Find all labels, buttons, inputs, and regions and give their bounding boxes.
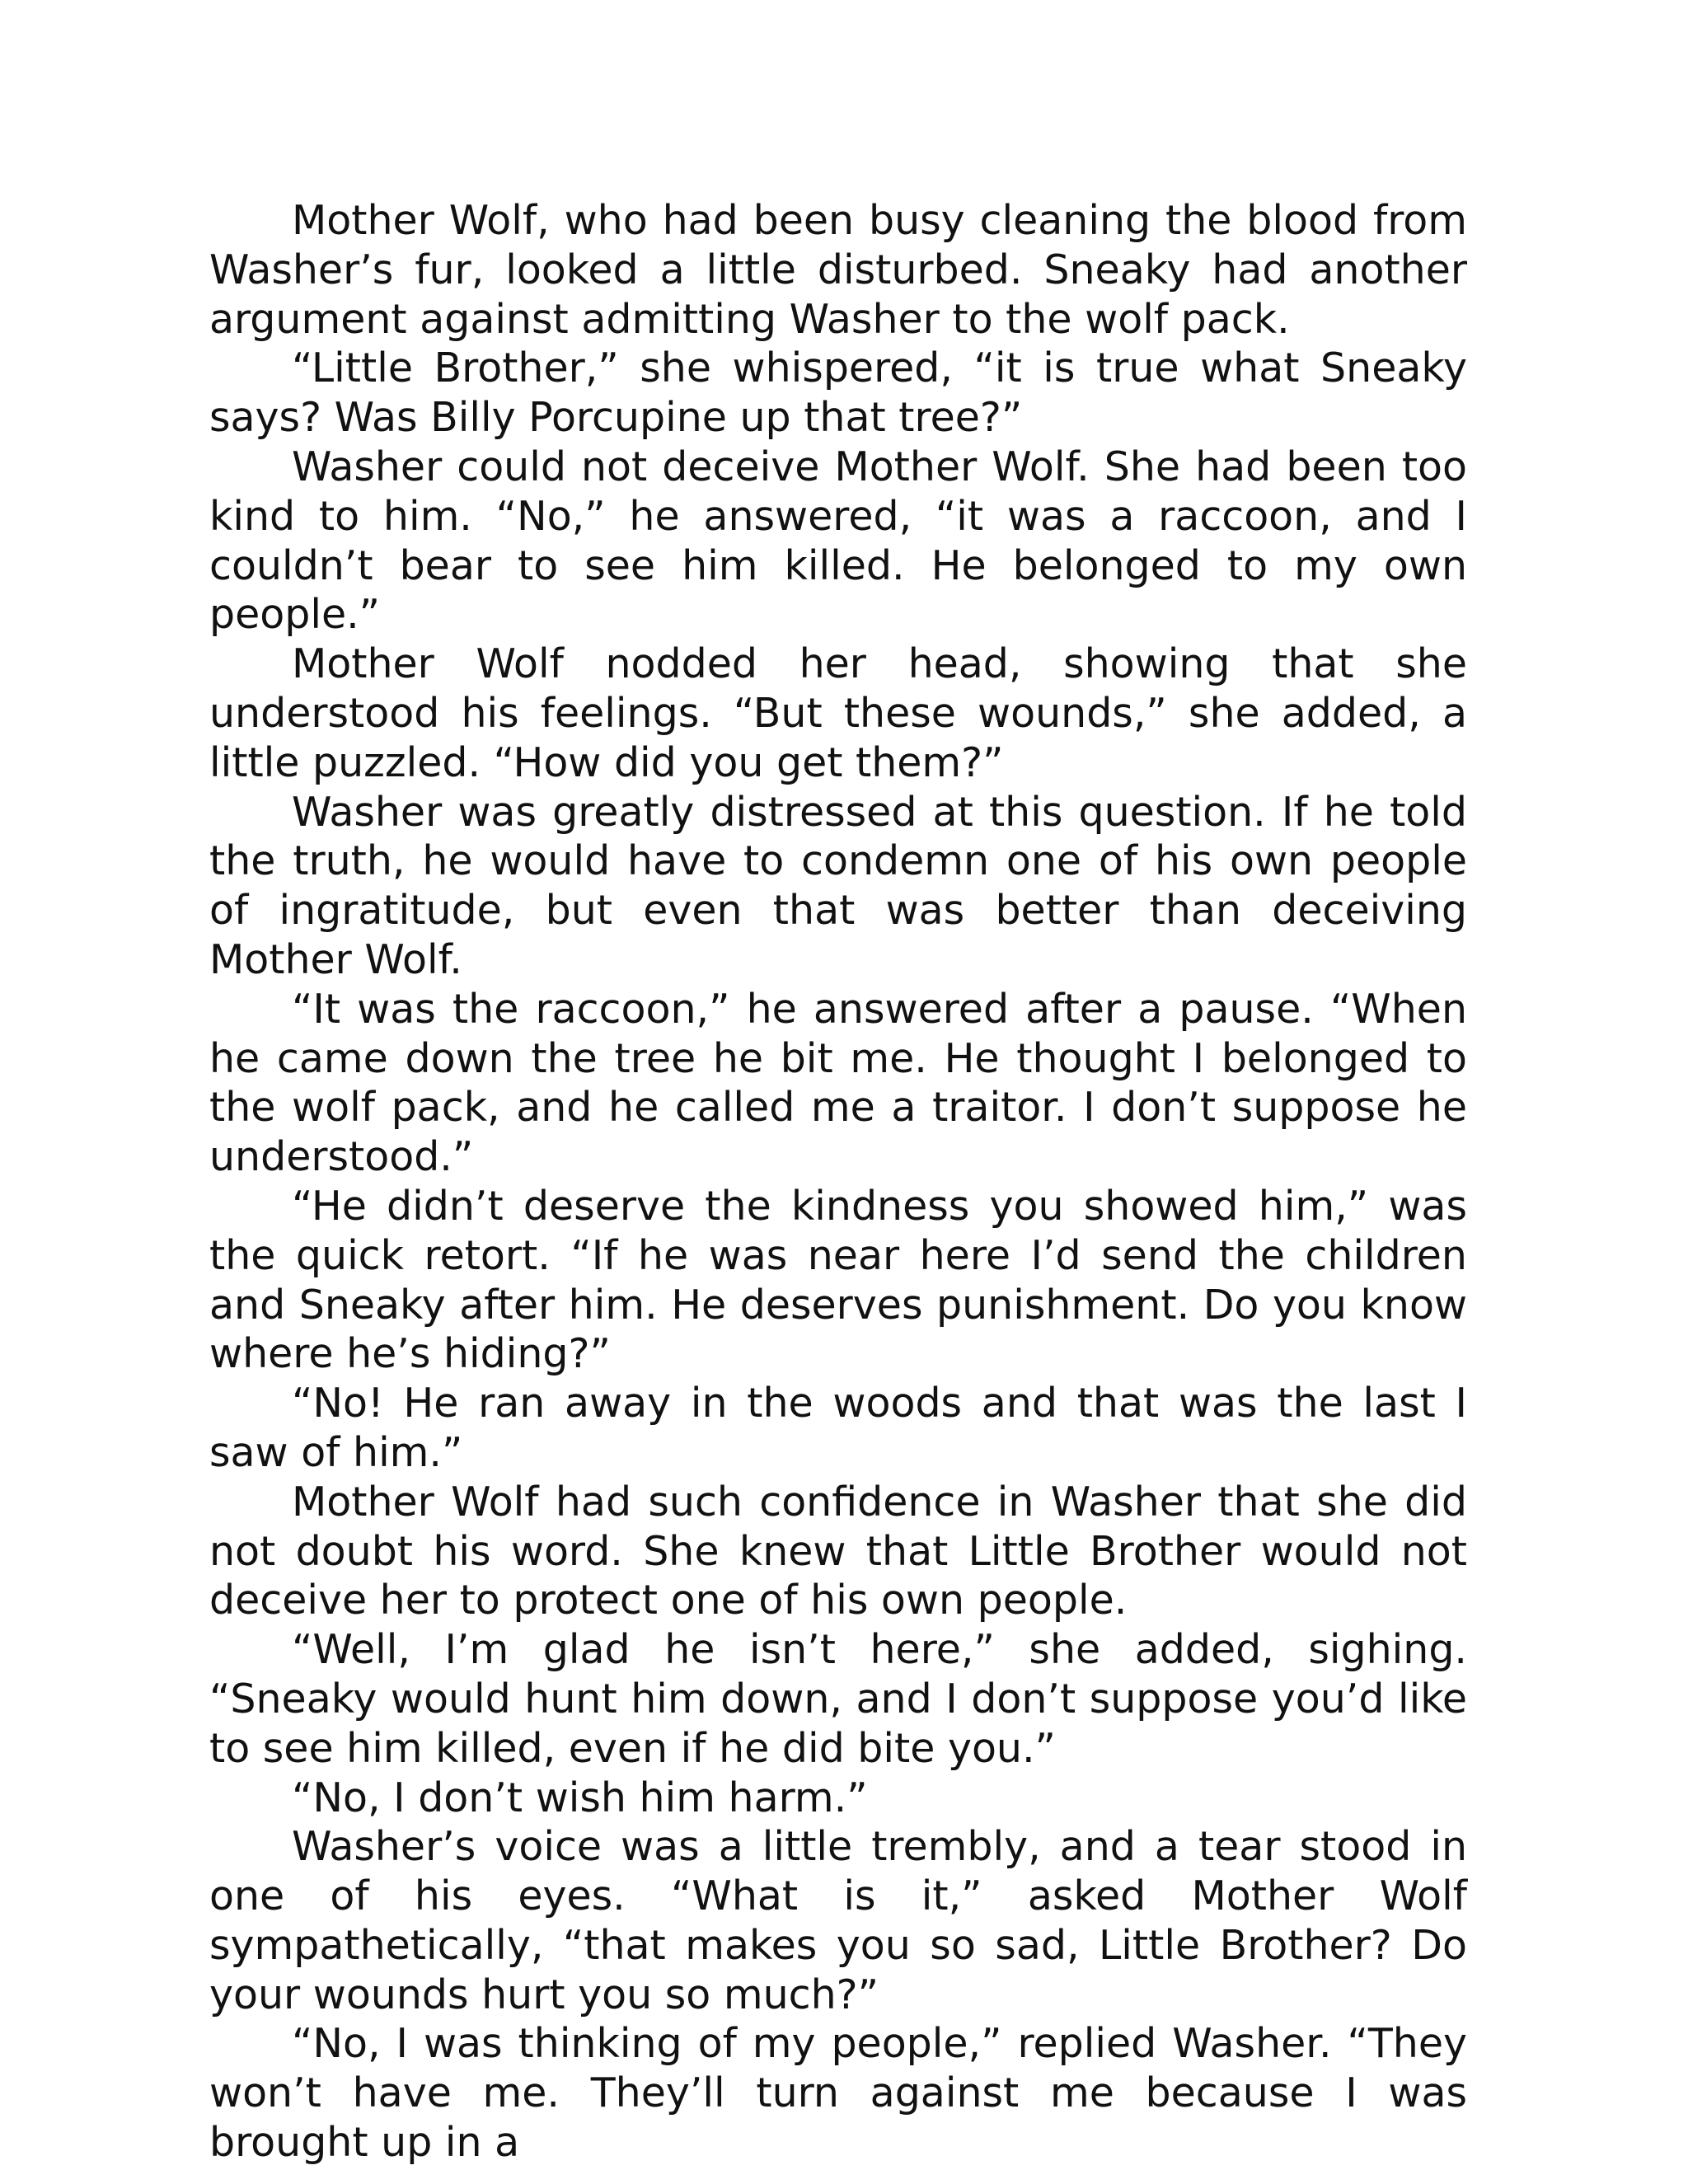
paragraph-13: “No, I was thinking of my people,” replied Washer. “They won’t have me. They’ll turn against me because I was brought up in a [209,2020,1467,2167]
paragraph-3: Washer could not deceive Mother Wolf. She had been too kind to him. “No,” he answered, “it was a raccoon, and I couldn’t bear to see him killed. He belonged to my own people.” [209,443,1467,639]
page-text [209,196,1467,2168]
paragraph-10: “Well, I’m glad he isn’t here,” she added, sighing. “Sneaky would hunt him down, and I don’t suppose you’d like to see him killed, even if he did bite you.” [209,1626,1467,1772]
paragraph-6: “It was the raccoon,” he answered after a pause. “When he came down the tree he bit me. He thought I belonged to the wolf pack, and he called me a traitor. I don’t suppose he understood.” [209,985,1467,1181]
paragraph-9: Mother Wolf had such confidence in Washer that she did not doubt his word. She knew that Little Brother would not deceive her to protect one of his own people. [209,1478,1467,1624]
paragraph-8: “No! He ran away in the woods and that was the last I saw of him.” [209,1380,1467,1476]
paragraph-7: “He didn’t deserve the kindness you showed him,” was the quick retort. “If he was near here I’d send the children and Sneaky after him. He deserves punishment. Do you know where he’s hiding?” [209,1182,1467,1378]
paragraph-12: Washer’s voice was a little trembly, and a tear stood in one of his eyes. “What is it,” asked Mother Wolf sympathetically, “that makes you so sad, Little Brother? Do your wounds hurt you so much?” [209,1823,1467,2018]
paragraph-4: Mother Wolf nodded her head, showing that she understood his feelings. “But these wounds,” she added, a little puzzled. “How did you get them?” [209,640,1467,786]
paragraph-2: “Little Brother,” she whispered, “it is true what Sneaky says? Was Billy Porcupine up that tree?” [209,344,1467,442]
paragraph-11: “No, I don’t wish him harm.” [292,1774,868,1821]
paragraph-1: Mother Wolf, who had been busy cleaning the blood from Washer’s fur, looked a little disturbed. Sneaky had another argument against admitting Washer to the wolf pack. [209,197,1467,343]
paragraph-5: Washer was greatly distressed at this question. If he told the truth, he would have to condemn one of his own people of ingratitude, but even that was better than deceiving Mother Wolf. [209,788,1467,983]
